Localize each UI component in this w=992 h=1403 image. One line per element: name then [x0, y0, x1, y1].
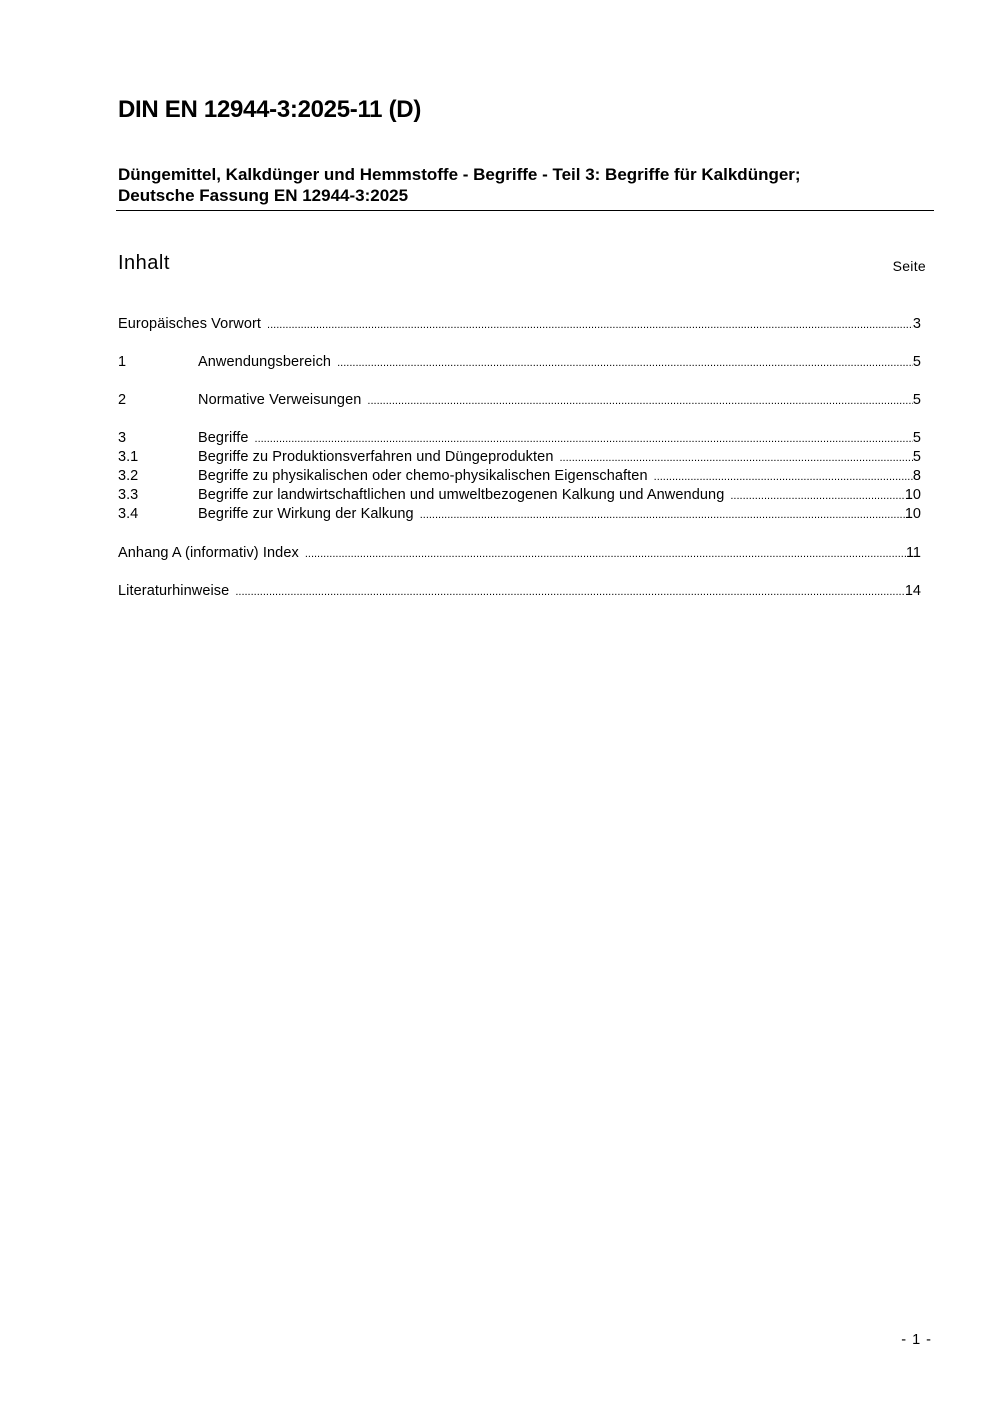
toc-entry-2[interactable]	[118, 392, 921, 411]
toc-entry-european-foreword[interactable]	[118, 316, 921, 335]
toc-entry-1[interactable]	[118, 354, 921, 373]
toc-entry-page: 3	[912, 316, 921, 332]
toc-entry-page: 10	[904, 506, 921, 522]
toc-entry-number: 2	[118, 392, 127, 408]
toc-leader-dots	[235, 586, 905, 598]
toc-entry-number: 3	[118, 430, 127, 446]
toc-entry-3-1[interactable]	[118, 449, 921, 468]
toc-entry-title: Begriffe zu Produktionsverfahren und Düngeprodukten	[198, 449, 554, 465]
toc-entry-title: Begriffe zur Wirkung der Kalkung	[198, 506, 414, 522]
toc-heading: Inhalt	[118, 252, 170, 274]
toc-entry-3[interactable]	[118, 430, 921, 449]
toc-leader-dots	[267, 319, 913, 331]
toc-leader-dots	[420, 509, 905, 521]
toc-entry-page: 5	[912, 430, 921, 446]
toc-entry-title: Anwendungsbereich	[198, 354, 332, 370]
toc-entry-annex-a[interactable]	[118, 545, 921, 564]
toc-leader-dots	[367, 395, 913, 407]
toc-entry-page: 10	[904, 487, 921, 503]
toc-entry-title: Begriffe zu physikalischen oder chemo-physikalischen Eigenschaften	[198, 468, 648, 484]
toc-entry-number: 3.2	[118, 468, 139, 484]
toc-entry-page: 11	[905, 545, 921, 561]
toc-leader-dots	[305, 548, 906, 560]
toc-entry-page: 14	[904, 583, 921, 599]
toc-entry-number: 3.4	[118, 506, 139, 522]
toc-leader-dots	[337, 357, 913, 369]
document-title: DIN EN 12944-3:2025-11 (D)	[118, 96, 422, 123]
toc-entry-page: 5	[912, 449, 921, 465]
toc-leader-dots	[654, 471, 913, 483]
toc-entry-number: 1	[118, 354, 127, 370]
toc-entry-page: 5	[912, 392, 921, 408]
toc-entry-page: 8	[912, 468, 921, 484]
toc-entry-title: Normative Verweisungen	[198, 392, 362, 408]
toc-entry-title: Begriffe zur landwirtschaftlichen und umweltbezogenen Kalkung und Anwendung	[198, 487, 725, 503]
subtitle-line-2: Deutsche Fassung EN 12944-3:2025	[118, 186, 409, 205]
title-divider	[116, 210, 934, 211]
document-subtitle	[118, 164, 934, 206]
toc-entry-page: 5	[912, 354, 921, 370]
toc-leader-dots	[730, 490, 905, 502]
subtitle-line-1: Düngemittel, Kalkdünger und Hemmstoffe - Begriffe - Teil 3: Begriffe für Kalkdünger;	[118, 165, 801, 184]
toc-entry-title: Europäisches Vorwort	[118, 316, 262, 332]
toc-entry-3-4[interactable]	[118, 506, 921, 525]
toc-entry-3-2[interactable]	[118, 468, 921, 487]
page-number: - 1 -	[901, 1332, 932, 1348]
toc-entry-bibliography[interactable]	[118, 583, 921, 602]
toc-entry-3-3[interactable]	[118, 487, 921, 506]
toc-leader-dots	[255, 433, 913, 445]
toc-entry-title: Anhang A (informativ) Index	[118, 545, 299, 561]
toc-entry-number: 3.3	[118, 487, 139, 503]
toc-leader-dots	[559, 452, 912, 464]
toc-entry-number: 3.1	[118, 449, 139, 465]
toc-entry-title: Literaturhinweise	[118, 583, 230, 599]
toc-entry-title: Begriffe	[198, 430, 249, 446]
toc-page-column-label: Seite	[892, 258, 926, 274]
